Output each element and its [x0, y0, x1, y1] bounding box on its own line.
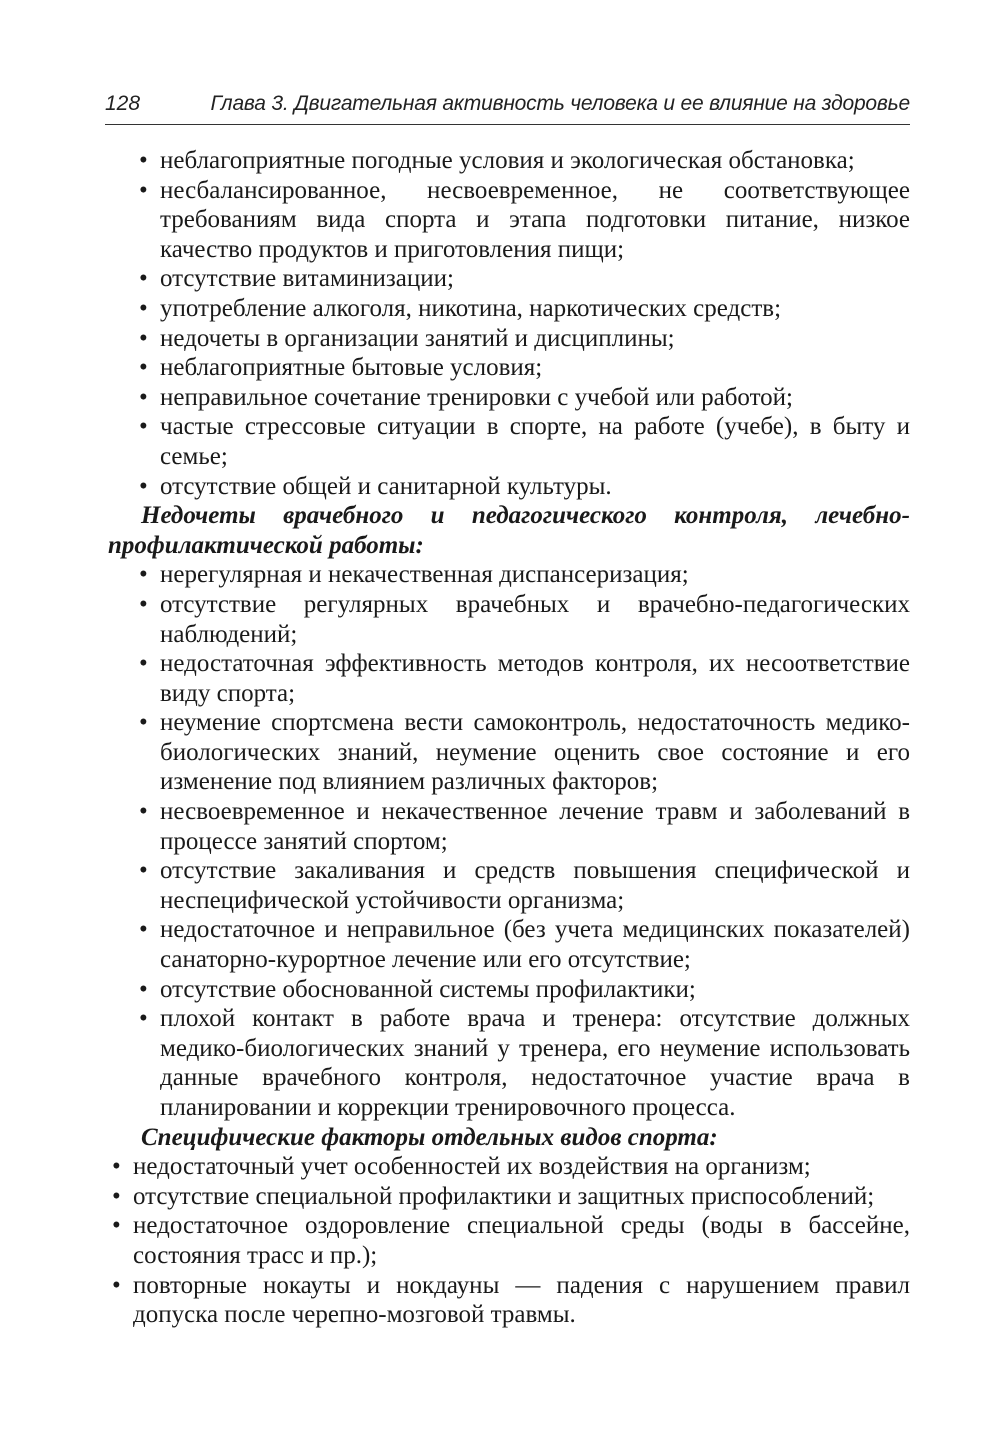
bullet-list-general-factors — [108, 146, 910, 501]
list-item-text: неблагоприятные погодные условия и экологическая обстановка; — [160, 147, 855, 174]
list-item-text: несвоевременное и некачественное лечение травм и заболеваний в процессе занятий спортом; — [160, 798, 910, 855]
list-item — [108, 975, 910, 1005]
bullet-icon: • — [139, 590, 148, 618]
list-item — [108, 146, 910, 176]
bullet-icon: • — [139, 650, 148, 678]
bullet-icon: • — [139, 916, 148, 944]
bullet-icon: • — [139, 354, 148, 382]
list-item-text: отсутствие регулярных врачебных и врачебно-педагогических наблюдений; — [160, 590, 910, 648]
list-item-text: неумение спортсмена вести самоконтроль, недостаточность медико-биологических знаний, неумение оценить свое состояние и его изменение под влиянием различных факторов; — [160, 709, 910, 796]
bullet-icon: • — [139, 472, 148, 500]
list-item-text: недостаточное оздоровление специальной среды (воды в бассейне, состояния трасс и пр.); — [133, 1212, 910, 1269]
list-item — [108, 560, 910, 590]
list-item-text: недочеты в организации занятий и дисциплины; — [160, 324, 675, 352]
chapter-title: Глава 3. Двигательная активность человека и ее влияние на здоровье — [210, 92, 910, 115]
list-item-text: нерегулярная и некачественная диспансеризация; — [160, 561, 689, 589]
bullet-icon: • — [139, 857, 148, 885]
bullet-icon: • — [139, 413, 148, 441]
bullet-icon: • — [139, 1005, 148, 1033]
bullet-list-medical-control — [108, 560, 910, 1122]
list-item — [108, 856, 910, 915]
bullet-icon: • — [139, 147, 148, 174]
list-item — [108, 797, 910, 856]
list-item — [108, 1211, 910, 1270]
bullet-icon: • — [139, 975, 148, 1003]
list-item — [108, 324, 910, 354]
list-item-text: повторные нокауты и нокдауны — падения с нарушением правил допуска после черепно-мозговой травмы. — [133, 1271, 910, 1329]
list-item — [108, 590, 910, 649]
list-item-text: недостаточная эффективность методов контроля, их несоответствие виду спорта; — [160, 650, 910, 707]
list-item — [108, 472, 910, 502]
bullet-icon: • — [139, 383, 148, 411]
bullet-icon: • — [112, 1153, 121, 1181]
list-item — [108, 708, 910, 797]
list-item-text: отсутствие обоснованной системы профилактики; — [160, 975, 696, 1003]
list-item-text: несбалансированное, несвоевременное, не соответствующее требованиям вида спорта и этапа подготовки питание, низкое качество продуктов и приготовления пищи; — [160, 176, 910, 263]
list-item-text: недостаточный учет особенностей их воздействия на организм; — [133, 1153, 811, 1181]
list-item-text: частые стрессовые ситуации в спорте, на работе (учебе), в быту и семье; — [160, 413, 910, 470]
bullet-icon: • — [139, 798, 148, 826]
list-item-text: отсутствие закаливания и средств повышения специфической и неспецифической устойчивости организма; — [160, 857, 910, 914]
list-item — [108, 649, 910, 708]
bullet-icon: • — [139, 176, 148, 204]
list-item — [108, 1182, 910, 1212]
list-item-text: отсутствие витаминизации; — [160, 265, 454, 293]
running-header — [105, 84, 910, 125]
page-body — [108, 146, 910, 1330]
list-item-text: неблагоприятные бытовые условия; — [160, 354, 543, 382]
bullet-list-specific-factors — [108, 1152, 910, 1330]
list-item — [108, 264, 910, 294]
section-heading-medical-control: Недочеты врачебного и педагогического контроля, лечебно-профилактической работы: — [108, 502, 910, 559]
section-heading-specific-factors: Специфические факторы отдельных видов спорта: — [141, 1123, 718, 1151]
list-item — [108, 1152, 910, 1182]
list-item-text: плохой контакт в работе врача и тренера: отсутствие должных медико-биологических знаний у тренера, его неумение использовать данные врачебного контроля, недостаточное участие врача в планировании и коррекции тренировочного процесса. — [160, 1005, 910, 1121]
bullet-icon: • — [139, 324, 148, 352]
page-number: 128 — [105, 92, 141, 115]
list-item-text: отсутствие специальной профилактики и защитных приспособлений; — [133, 1182, 875, 1210]
list-item — [108, 383, 910, 413]
list-item — [108, 176, 910, 265]
list-item-text: употребление алкоголя, никотина, наркотических средств; — [160, 294, 782, 322]
list-item — [108, 1271, 910, 1330]
bullet-icon: • — [139, 265, 148, 293]
bullet-icon: • — [139, 709, 148, 737]
list-item — [108, 353, 910, 383]
bullet-icon: • — [112, 1212, 121, 1240]
list-item — [108, 294, 910, 324]
list-item-text: недостаточное и неправильное (без учета медицинских показателей) санаторно-курортное лечение или его отсутствие; — [160, 916, 910, 974]
list-item — [108, 412, 910, 471]
bullet-icon: • — [139, 294, 148, 322]
bullet-icon: • — [112, 1271, 121, 1299]
list-item — [108, 1004, 910, 1122]
list-item — [108, 915, 910, 974]
bullet-icon: • — [139, 561, 148, 589]
bullet-icon: • — [112, 1182, 121, 1210]
list-item-text: отсутствие общей и санитарной культуры. — [160, 472, 612, 500]
list-item-text: неправильное сочетание тренировки с учебой или работой; — [160, 383, 794, 411]
